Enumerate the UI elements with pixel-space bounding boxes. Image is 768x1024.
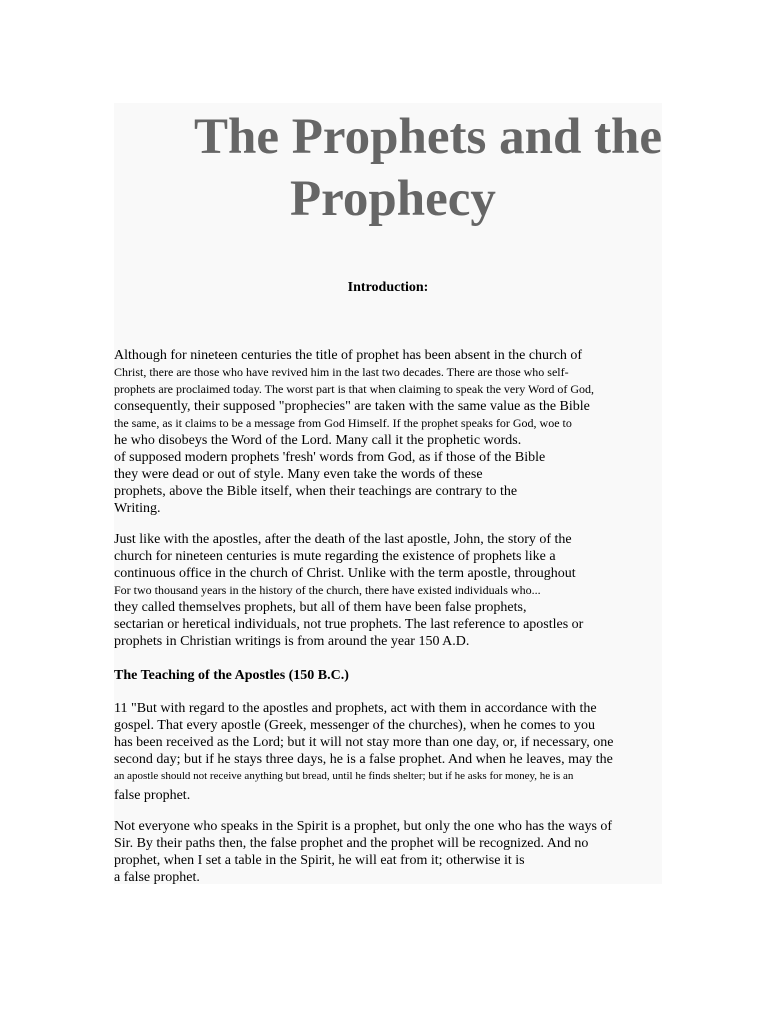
text-line: Not everyone who speaks in the Spirit is a prophet, but only the one who has the ways of — [114, 819, 613, 834]
paragraph-2 — [114, 531, 662, 650]
text-line: consequently, their supposed "prophecies" are taken with the same value as the Bible — [114, 399, 590, 414]
text-line: prophet, when I set a table in the Spirit, he will eat from it; otherwise it is — [114, 853, 525, 868]
paragraph-3 — [114, 700, 662, 804]
title-line: The Prophets and the — [194, 109, 663, 165]
text-line: an apostle should not receive anything but bread, until he finds shelter; but if he asks for money, he is an — [114, 770, 574, 782]
text-line: second day; but if he stays three days, he is a false prophet. And when he leaves, may the — [114, 752, 613, 767]
document-title — [114, 106, 662, 230]
paragraph-1 — [114, 347, 662, 517]
text-line: For two thousand years in the history of the church, there have existed individuals who... — [114, 583, 541, 597]
text-line: prophets, above the Bible itself, when their teachings are contrary to the — [114, 484, 518, 499]
text-line: continuous office in the church of Christ. Unlike with the term apostle, throughout — [114, 566, 576, 581]
text-line: sectarian or heretical individuals, not true prophets. The last reference to apostles or — [114, 617, 584, 632]
text-line: Christ, there are those who have revived him in the last two decades. There are those who self- — [114, 365, 569, 379]
section-heading: The Teaching of the Apostles (150 B.C.) — [114, 668, 349, 683]
text-line: false prophet. — [114, 788, 191, 803]
text-line: 11 "But with regard to the apostles and prophets, act with them in accordance with the — [114, 701, 597, 716]
text-line: a false prophet. — [114, 870, 200, 885]
text-line: Writing. — [114, 501, 161, 516]
document-page — [114, 103, 662, 884]
title-line: Prophecy — [290, 171, 496, 227]
text-line: prophets are proclaimed today. The worst part is that when claiming to speak the very Word of God, — [114, 382, 595, 396]
text-line: church for nineteen centuries is mute regarding the existence of prophets like a — [114, 549, 556, 564]
intro-heading: Introduction: — [347, 280, 429, 295]
text-line: they called themselves prophets, but all of them have been false prophets, — [114, 600, 527, 615]
text-line: the same, as it claims to be a message from God Himself. If the prophet speaks for God, woe to — [114, 416, 572, 430]
text-line: they were dead or out of style. Many even take the words of these — [114, 467, 483, 482]
text-line: Sir. By their paths then, the false prophet and the prophet will be recognized. And no — [114, 836, 589, 851]
text-line: of supposed modern prophets 'fresh' words from God, as if those of the Bible — [114, 450, 546, 465]
text-line: has been received as the Lord; but it will not stay more than one day, or, if necessary, one — [114, 735, 614, 750]
text-line: gospel. That every apostle (Greek, messenger of the churches), when he comes to you — [114, 718, 596, 733]
text-line: Just like with the apostles, after the death of the last apostle, John, the story of the — [114, 532, 572, 547]
text-line: he who disobeys the Word of the Lord. Many call it the prophetic words. — [114, 433, 522, 448]
paragraph-4 — [114, 818, 662, 886]
text-line: Although for nineteen centuries the title of prophet has been absent in the church of — [114, 348, 583, 363]
text-line: prophets in Christian writings is from around the year 150 A.D. — [114, 634, 470, 649]
